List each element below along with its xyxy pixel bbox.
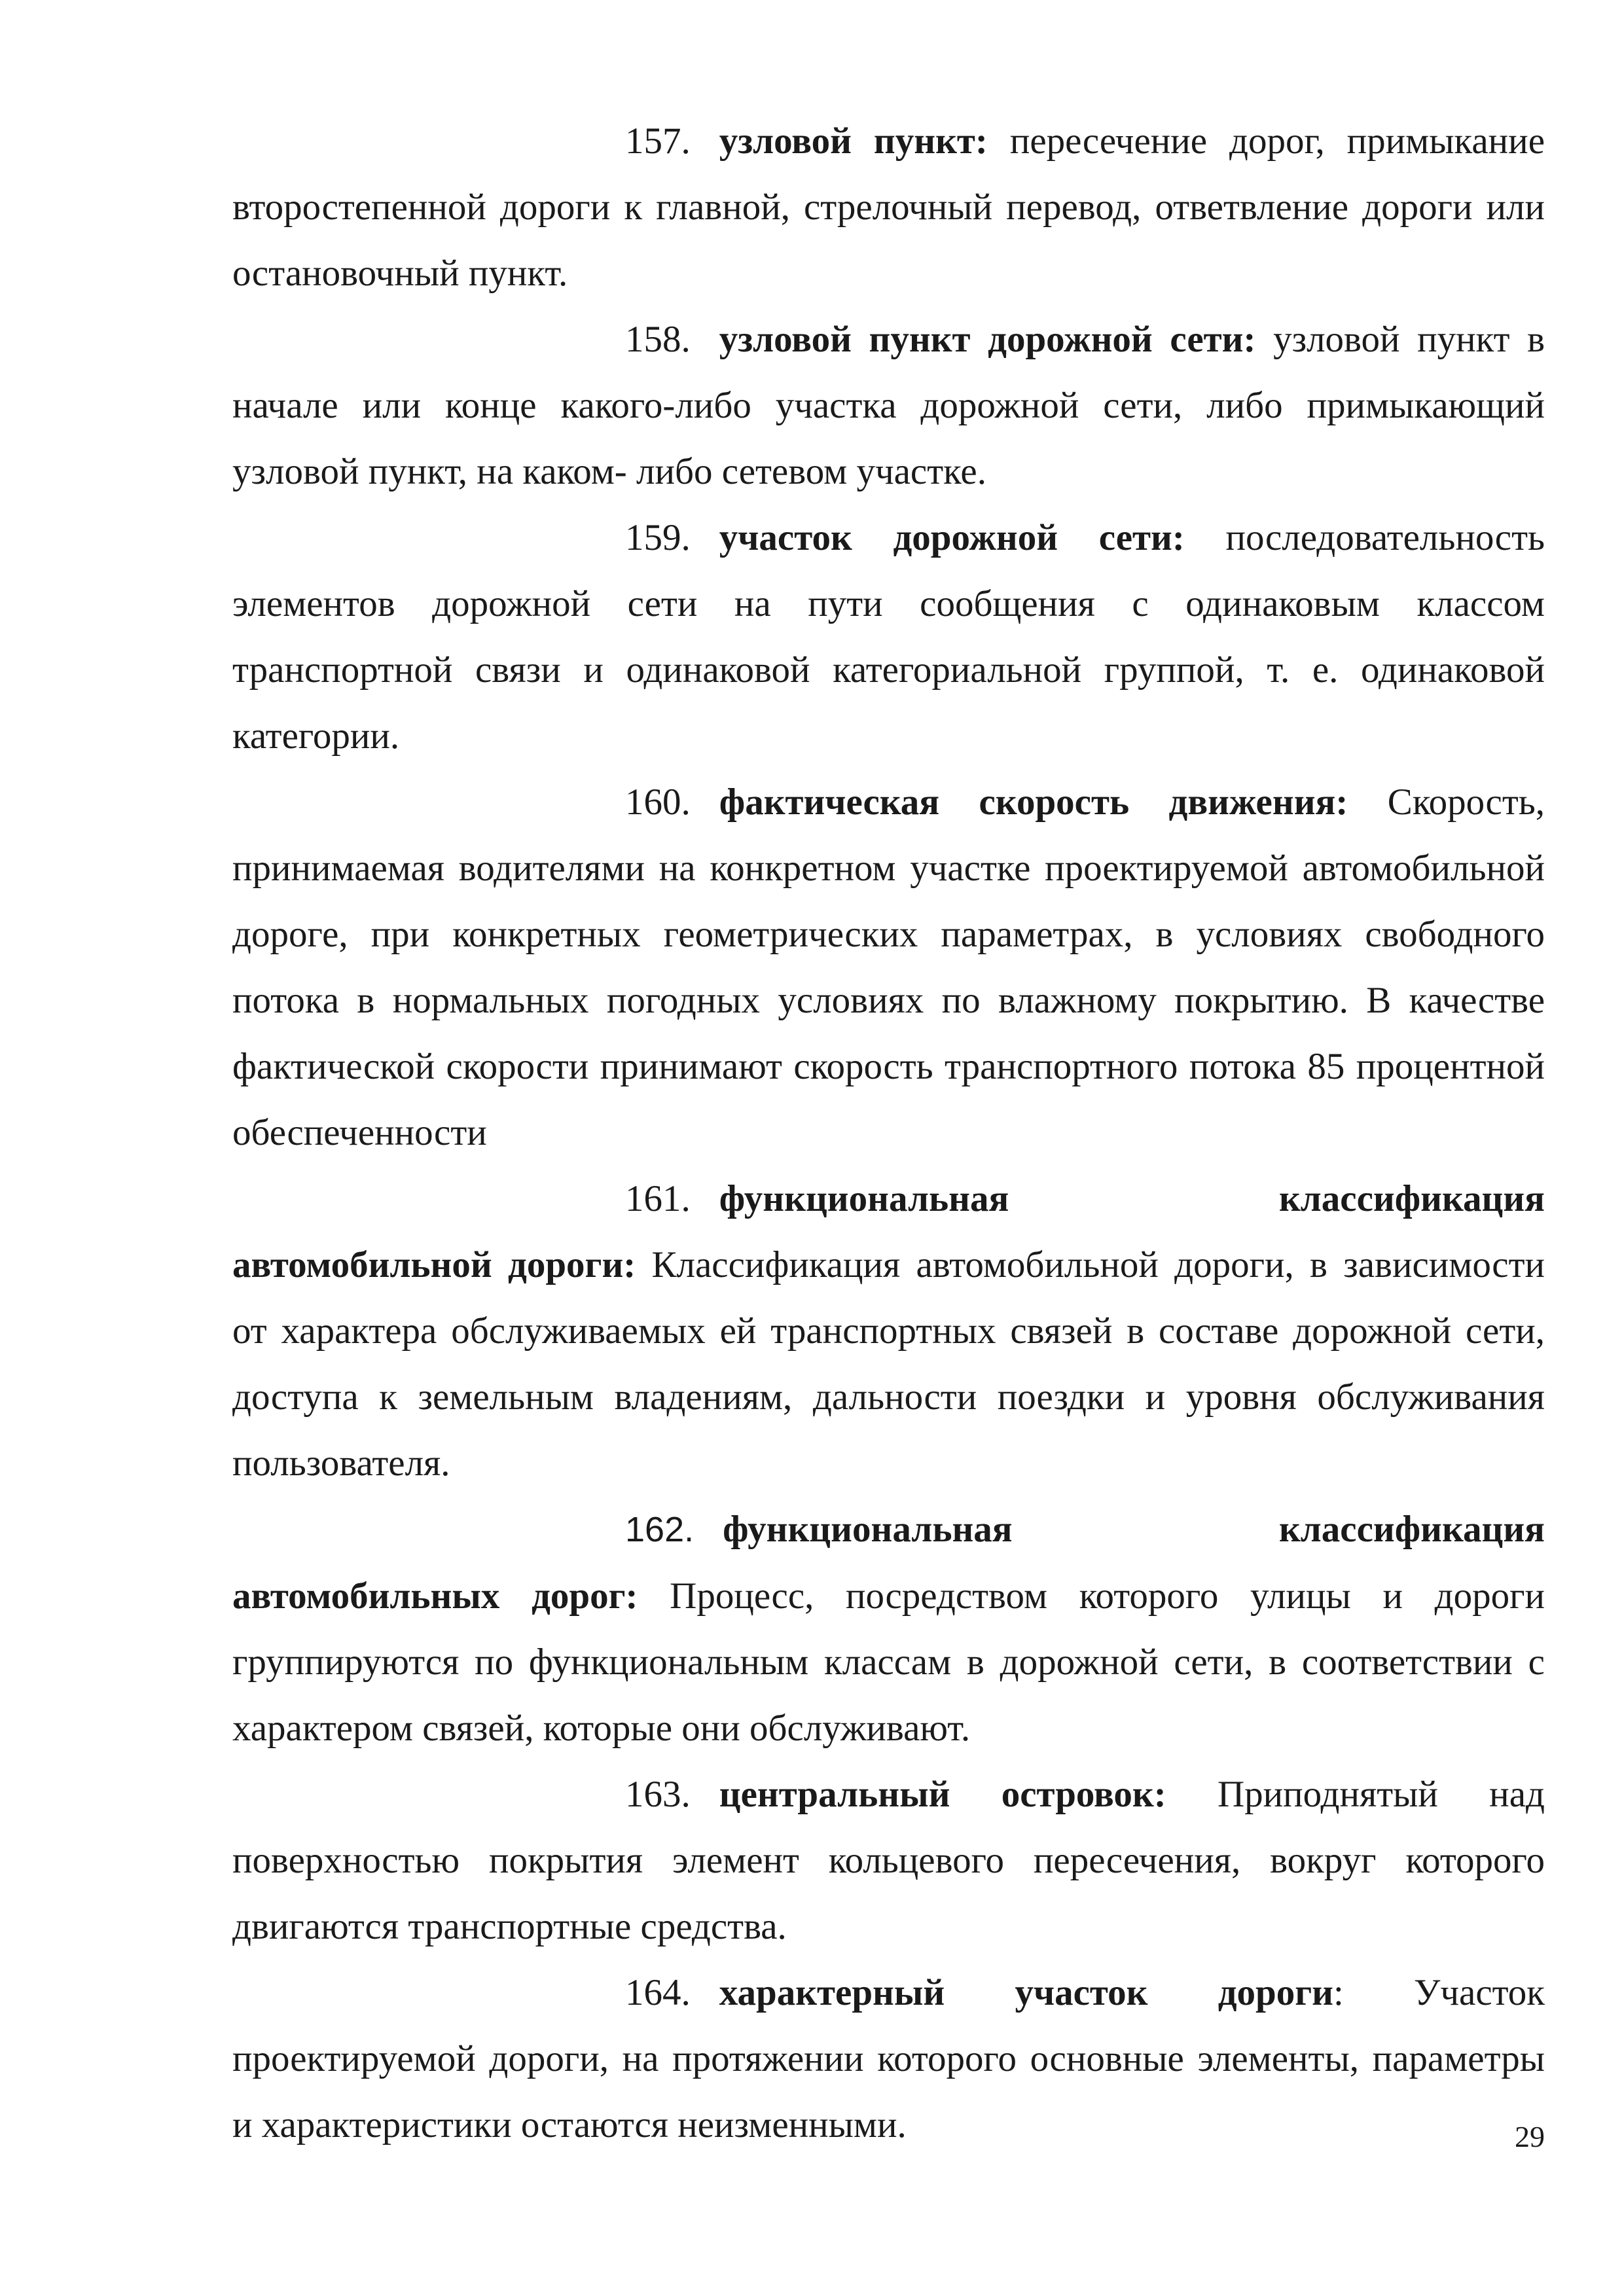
- page-number: 29: [1515, 2120, 1545, 2153]
- entry-term: функциональная классификация автомобильных дорог:: [232, 1509, 1545, 1617]
- entry-term: центральный островок:: [719, 1774, 1166, 1815]
- entry-definition: Скорость, принимаемая водителями на конкретном участке проектируемой автомобильной дороге, при конкретных геометрических параметрах, в условиях свободного потока в нормальных погодных условиях по влажному покрытию. В качестве фактической скорости принимают скорость транспортного потока 85 процентной обеспеченности: [232, 781, 1545, 1153]
- glossary-entry-161: [232, 1166, 1545, 1496]
- glossary-entry-157: [232, 108, 1545, 306]
- entry-term: узловой пункт дорожной сети:: [719, 319, 1256, 360]
- entry-definition: Приподнятый над поверхностью покрытия элемент кольцевого пересечения, вокруг которого двигаются транспортные средства.: [232, 1774, 1545, 1947]
- entry-definition: пересечение дорог, примыкание второстепенной дороги к главной, стрелочный перевод, ответвление дороги или остановочный пункт.: [232, 120, 1545, 294]
- entry-term: фактическая скорость движения:: [719, 781, 1348, 823]
- entry-number: 161.: [625, 1178, 691, 1219]
- entry-term: участок дорожной сети:: [719, 517, 1185, 558]
- entry-term: функциональная классификация автомобильной дороги:: [232, 1178, 1545, 1285]
- glossary-entry-163: [232, 1761, 1545, 1960]
- glossary-entry-164: [232, 1960, 1545, 2158]
- entry-number: 164.: [625, 1972, 691, 2013]
- entry-number: 160.: [625, 781, 691, 823]
- glossary-entry-159: [232, 505, 1545, 769]
- entry-definition: последовательность элементов дорожной сети на пути сообщения с одинаковым классом транспортной связи и одинаковой категориальной группой, т. е. одинаковой категории.: [232, 517, 1545, 757]
- entry-number: 163.: [625, 1774, 691, 1815]
- glossary-entry-160: [232, 769, 1545, 1166]
- entry-number: 157.: [625, 120, 691, 162]
- entry-definition: узловой пункт в начале или конце какого-либо участка дорожной сети, либо примыкающий узловой пункт, на каком- либо сетевом участке.: [232, 319, 1545, 492]
- entry-definition: : Участок проектируемой дороги, на протяжении которого основные элементы, параметры и характеристики остаются неизменными.: [232, 1972, 1545, 2145]
- entry-term: характерный участок дороги: [719, 1972, 1333, 2013]
- glossary-entry-162: [232, 1496, 1545, 1761]
- entry-number: 162.: [625, 1510, 695, 1549]
- entry-number: 158.: [625, 319, 691, 360]
- glossary-entry-158: [232, 306, 1545, 505]
- entry-definition: Процесс, посредством которого улицы и дороги группируются по функциональным классам в дорожной сети, в соответствии с характером связей, которые они обслуживают.: [232, 1575, 1545, 1749]
- entry-term: узловой пункт:: [719, 120, 988, 162]
- entry-definition: Классификация автомобильной дороги, в зависимости от характера обслуживаемых ей транспортных связей в составе дорожной сети, доступа к земельным владениям, дальности поездки и уровня обслуживания пользователя.: [232, 1244, 1545, 1484]
- entry-number: 159.: [625, 517, 691, 558]
- glossary-content: [232, 108, 1545, 2158]
